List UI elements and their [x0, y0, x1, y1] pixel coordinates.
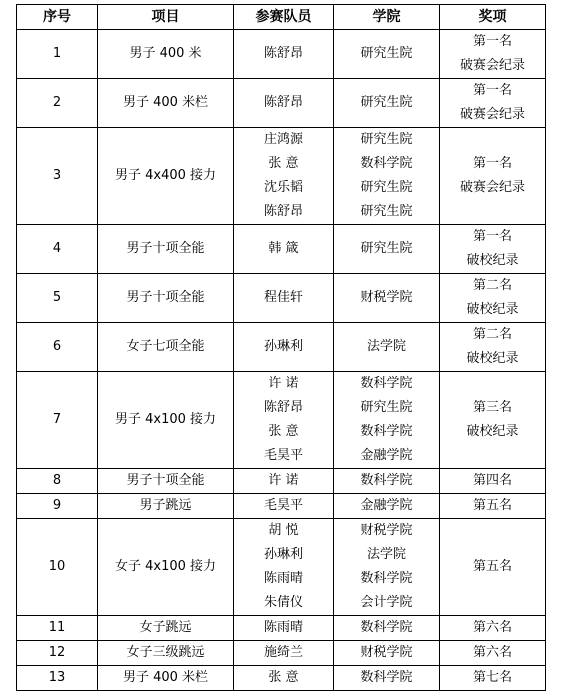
row-event: 男子跳远 — [98, 494, 234, 519]
row-college-line: 研究生院 — [360, 241, 413, 256]
row-members — [234, 323, 334, 372]
results-table-container — [16, 4, 546, 691]
header-college: 学院 — [334, 5, 440, 30]
row-college — [334, 494, 440, 519]
row-award-line: 第四名 — [472, 473, 512, 488]
row-index: 1 — [17, 30, 98, 79]
row-award-line: 第一名 — [472, 34, 512, 49]
row-event: 男子十项全能 — [98, 274, 234, 323]
row-award-line: 第五名 — [472, 559, 512, 574]
row-members-line: 陈舒昂 — [263, 204, 303, 219]
row-members-line: 毛昊平 — [263, 448, 303, 463]
table-row — [17, 616, 546, 641]
row-event: 男子 4x400 接力 — [98, 128, 234, 225]
row-award-line: 第六名 — [472, 620, 512, 635]
row-members — [234, 274, 334, 323]
table-row — [17, 30, 546, 79]
row-members-line: 施绮兰 — [263, 645, 303, 660]
row-award-line: 第一名 — [472, 229, 512, 244]
row-event: 男子 400 米栏 — [98, 666, 234, 691]
row-members — [234, 79, 334, 128]
row-college — [334, 79, 440, 128]
row-event: 男子 400 米 — [98, 30, 234, 79]
row-event: 女子跳远 — [98, 616, 234, 641]
header-event: 项目 — [98, 5, 234, 30]
row-award — [440, 666, 546, 691]
row-college-line: 数科学院 — [360, 424, 413, 439]
row-members — [234, 372, 334, 469]
header-award: 奖项 — [440, 5, 546, 30]
row-college-line: 研究生院 — [360, 204, 413, 219]
row-members-line: 韩 箴 — [268, 241, 299, 256]
row-award-line: 破赛会纪录 — [459, 180, 525, 195]
row-index: 12 — [17, 641, 98, 666]
table-row — [17, 274, 546, 323]
row-event: 男子 400 米栏 — [98, 79, 234, 128]
table-header-row — [17, 5, 546, 30]
row-index: 13 — [17, 666, 98, 691]
row-index: 10 — [17, 519, 98, 616]
row-award-line: 第六名 — [472, 645, 512, 660]
row-members-line: 张 意 — [268, 424, 299, 439]
table-row — [17, 519, 546, 616]
table-row — [17, 469, 546, 494]
table-row — [17, 494, 546, 519]
table-row — [17, 666, 546, 691]
table-body — [17, 30, 546, 691]
row-members-line: 陈舒昂 — [263, 400, 303, 415]
row-college-line: 研究生院 — [360, 400, 413, 415]
row-index: 7 — [17, 372, 98, 469]
row-award — [440, 30, 546, 79]
row-award-line: 破校纪录 — [466, 302, 519, 317]
row-members-line: 陈雨晴 — [263, 571, 303, 586]
row-award — [440, 323, 546, 372]
row-members-line: 张 意 — [268, 670, 299, 685]
row-members-line: 沈乐韬 — [263, 180, 303, 195]
row-members-line: 朱倩仪 — [263, 595, 303, 610]
row-index: 11 — [17, 616, 98, 641]
row-college — [334, 225, 440, 274]
row-college-line: 数科学院 — [360, 473, 413, 488]
table-row — [17, 79, 546, 128]
row-award-line: 第一名 — [472, 83, 512, 98]
row-event: 男子 4x100 接力 — [98, 372, 234, 469]
row-award — [440, 225, 546, 274]
row-members-line: 陈雨晴 — [263, 620, 303, 635]
row-award — [440, 616, 546, 641]
row-college-line: 财税学院 — [360, 523, 413, 538]
row-college — [334, 30, 440, 79]
table-row — [17, 641, 546, 666]
row-members-line: 程佳轩 — [263, 290, 303, 305]
row-college — [334, 469, 440, 494]
row-college-line: 数科学院 — [360, 620, 413, 635]
row-members — [234, 128, 334, 225]
row-college-line: 研究生院 — [360, 95, 413, 110]
row-event: 男子十项全能 — [98, 469, 234, 494]
row-college — [334, 274, 440, 323]
row-award — [440, 641, 546, 666]
row-members-line: 陈舒昂 — [263, 46, 303, 61]
row-award-line: 第三名 — [472, 400, 512, 415]
row-award — [440, 372, 546, 469]
table-row — [17, 225, 546, 274]
row-college-line: 研究生院 — [360, 46, 413, 61]
row-members-line: 胡 悦 — [268, 523, 299, 538]
row-members — [234, 519, 334, 616]
row-college-line: 会计学院 — [360, 595, 413, 610]
row-college-line: 数科学院 — [360, 670, 413, 685]
row-college-line: 研究生院 — [360, 180, 413, 195]
results-table — [16, 4, 546, 691]
row-members-line: 许 诺 — [268, 376, 299, 391]
row-award — [440, 519, 546, 616]
row-college — [334, 641, 440, 666]
row-college — [334, 666, 440, 691]
row-college-line: 数科学院 — [360, 376, 413, 391]
table-row — [17, 372, 546, 469]
row-college — [334, 519, 440, 616]
row-award — [440, 469, 546, 494]
row-members — [234, 666, 334, 691]
row-members — [234, 616, 334, 641]
row-award-line: 破校纪录 — [466, 253, 519, 268]
row-college-line: 金融学院 — [360, 498, 413, 513]
row-index: 5 — [17, 274, 98, 323]
row-event: 女子三级跳远 — [98, 641, 234, 666]
row-members-line: 孙琳利 — [263, 339, 303, 354]
row-award — [440, 494, 546, 519]
row-award-line: 破赛会纪录 — [459, 58, 525, 73]
row-index: 2 — [17, 79, 98, 128]
row-event: 男子十项全能 — [98, 225, 234, 274]
row-college-line: 金融学院 — [360, 448, 413, 463]
row-college-line: 财税学院 — [360, 290, 413, 305]
row-award — [440, 274, 546, 323]
row-college-line: 法学院 — [366, 547, 406, 562]
row-members — [234, 641, 334, 666]
row-members — [234, 494, 334, 519]
row-award-line: 破校纪录 — [466, 424, 519, 439]
row-members — [234, 225, 334, 274]
row-college-line: 数科学院 — [360, 571, 413, 586]
row-award — [440, 79, 546, 128]
row-college — [334, 323, 440, 372]
row-award-line: 破赛会纪录 — [459, 107, 525, 122]
row-award-line: 第二名 — [472, 327, 512, 342]
row-college-line: 法学院 — [366, 339, 406, 354]
row-index: 3 — [17, 128, 98, 225]
row-index: 6 — [17, 323, 98, 372]
row-college — [334, 128, 440, 225]
row-members — [234, 469, 334, 494]
row-members-line: 许 诺 — [268, 473, 299, 488]
row-members-line: 陈舒昂 — [263, 95, 303, 110]
row-college — [334, 372, 440, 469]
row-members-line: 孙琳利 — [263, 547, 303, 562]
row-award — [440, 128, 546, 225]
row-event: 女子 4x100 接力 — [98, 519, 234, 616]
row-members-line: 张 意 — [268, 156, 299, 171]
row-index: 8 — [17, 469, 98, 494]
table-row — [17, 128, 546, 225]
row-award-line: 破校纪录 — [466, 351, 519, 366]
row-members-line: 毛昊平 — [263, 498, 303, 513]
row-award-line: 第七名 — [472, 670, 512, 685]
row-index: 9 — [17, 494, 98, 519]
row-college — [334, 616, 440, 641]
row-award-line: 第二名 — [472, 278, 512, 293]
row-event: 女子七项全能 — [98, 323, 234, 372]
row-members — [234, 30, 334, 79]
header-index: 序号 — [17, 5, 98, 30]
row-college-line: 研究生院 — [360, 132, 413, 147]
table-row — [17, 323, 546, 372]
row-college-line: 财税学院 — [360, 645, 413, 660]
header-members: 参赛队员 — [234, 5, 334, 30]
row-members-line: 庄鸿源 — [263, 132, 303, 147]
row-index: 4 — [17, 225, 98, 274]
row-award-line: 第一名 — [472, 156, 512, 171]
row-college-line: 数科学院 — [360, 156, 413, 171]
row-award-line: 第五名 — [472, 498, 512, 513]
